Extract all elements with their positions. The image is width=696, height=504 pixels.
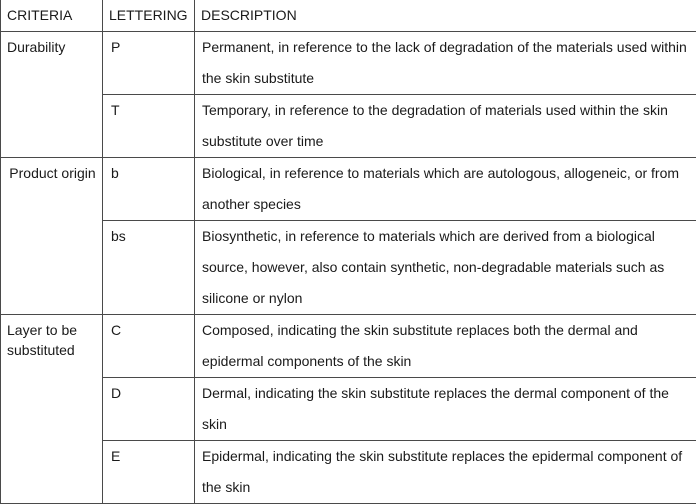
header-description: DESCRIPTION xyxy=(195,0,696,32)
table-row xyxy=(1,221,696,315)
criteria-durability: Durability xyxy=(1,32,103,158)
table-row xyxy=(1,32,696,95)
criteria-layer: Layer to be substituted xyxy=(1,315,103,504)
header-criteria: CRITERIA xyxy=(1,0,103,32)
letter-cell: P xyxy=(103,32,195,95)
description-cell: Dermal, indicating the skin substitute replaces the dermal component of the skin xyxy=(195,378,696,441)
description-cell: Permanent, in reference to the lack of degradation of the materials used within the skin substitute xyxy=(195,32,696,95)
table-row xyxy=(1,441,696,504)
description-cell: Temporary, in reference to the degradation of materials used within the skin substitute over time xyxy=(195,95,696,158)
letter-cell: D xyxy=(103,378,195,441)
letter-cell: T xyxy=(103,95,195,158)
description-cell: Epidermal, indicating the skin substitute replaces the epidermal component of the skin xyxy=(195,441,696,504)
table-row xyxy=(1,95,696,158)
description-cell: Composed, indicating the skin substitute replaces both the dermal and epidermal components of the skin xyxy=(195,315,696,378)
letter-cell: E xyxy=(103,441,195,504)
table-row xyxy=(1,315,696,378)
letter-cell: C xyxy=(103,315,195,378)
table-row xyxy=(1,158,696,221)
letter-cell: bs xyxy=(103,221,195,315)
header-lettering: LETTERING xyxy=(103,0,195,32)
description-cell: Biosynthetic, in reference to materials which are derived from a biological source, however, also contain synthetic, non-degradable materials such as silicone or nylon xyxy=(195,221,696,315)
description-cell: Biological, in reference to materials which are autologous, allogeneic, or from another species xyxy=(195,158,696,221)
table-row xyxy=(1,378,696,441)
letter-cell: b xyxy=(103,158,195,221)
criteria-product-origin: Product origin xyxy=(1,158,103,315)
header-row xyxy=(1,0,696,32)
